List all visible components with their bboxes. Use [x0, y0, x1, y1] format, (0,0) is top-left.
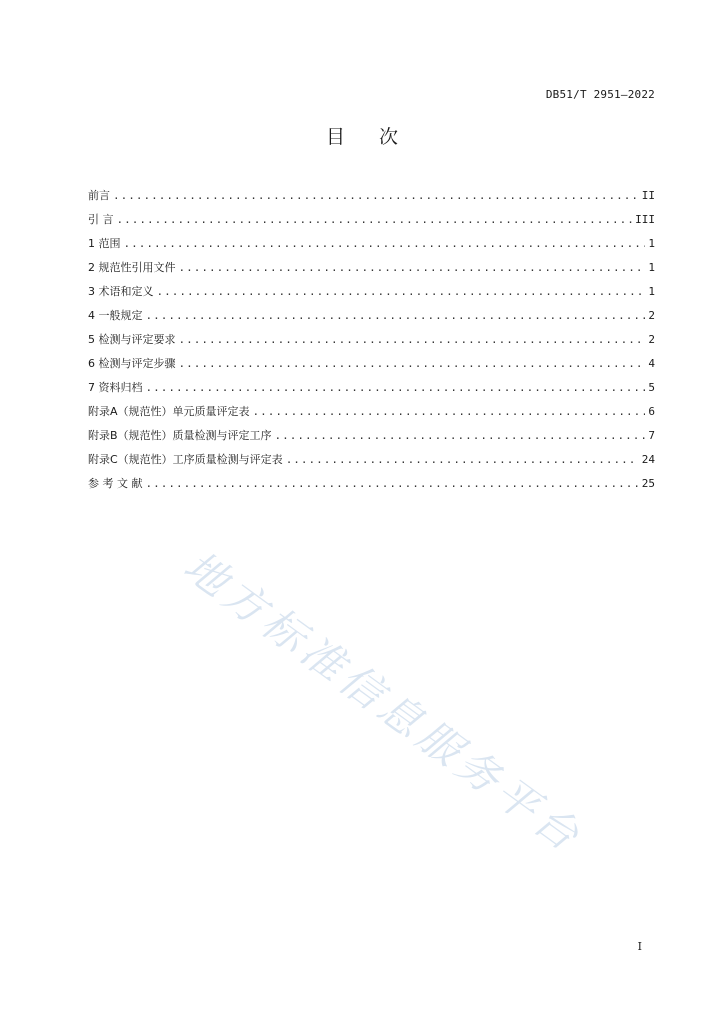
toc-leader-dots [146, 376, 646, 400]
page-title: 目 次 [325, 126, 413, 148]
toc-leader-dots [275, 424, 646, 448]
toc-entry-page: 5 [648, 381, 655, 394]
toc-leader-dots [253, 400, 646, 424]
toc-entry[interactable] [88, 184, 655, 208]
toc-entry-label: 附录A（规范性）单元质量评定表 [88, 405, 250, 418]
toc-entry[interactable] [88, 376, 655, 400]
toc-entry-label: 6 检测与评定步骤 [88, 357, 176, 370]
toc-leader-dots [124, 232, 646, 256]
toc-entry-page: 24 [641, 453, 655, 466]
toc-leader-dots [146, 472, 639, 496]
toc-entry-label: 7 资料归档 [88, 381, 143, 394]
toc-entry-page: III [635, 213, 655, 226]
toc-leader-dots [286, 448, 639, 472]
toc-entry[interactable] [88, 256, 655, 280]
toc-leader-dots [179, 256, 646, 280]
toc-entry-page: 25 [641, 477, 655, 490]
toc-leader-dots [179, 328, 646, 352]
toc-leader-dots [179, 352, 646, 376]
page-number: I [637, 940, 642, 953]
toc-entry-page: 2 [648, 333, 655, 346]
toc-entry-label: 附录B（规范性）质量检测与评定工序 [88, 429, 272, 442]
watermark: 地方标准信息服务平台 [174, 541, 593, 863]
toc-entry[interactable] [88, 328, 655, 352]
toc-entry[interactable] [88, 232, 655, 256]
toc-leader-dots [146, 304, 646, 328]
toc-entry-label: 4 一般规定 [88, 309, 143, 322]
toc-entry[interactable] [88, 472, 655, 496]
toc-entry-page: 1 [648, 237, 655, 250]
toc-entry-label: 2 规范性引用文件 [88, 261, 176, 274]
toc-leader-dots [157, 280, 646, 304]
toc-entry-page: 7 [648, 429, 655, 442]
toc-entry-label: 附录C（规范性）工序质量检测与评定表 [88, 453, 283, 466]
toc-entry[interactable] [88, 280, 655, 304]
document-code: DB51/T 2951—2022 [545, 88, 655, 101]
toc-entry-label: 1 范围 [88, 237, 121, 250]
toc-leader-dots [117, 208, 633, 232]
toc-entry[interactable] [88, 208, 655, 232]
toc-entry-page: 1 [648, 285, 655, 298]
toc-entry[interactable] [88, 424, 655, 448]
toc-entry[interactable] [88, 304, 655, 328]
toc-entry-label: 5 检测与评定要求 [88, 333, 176, 346]
toc-entry-label: 前言 [88, 189, 110, 202]
table-of-contents [88, 184, 655, 496]
toc-entry-label: 3 术语和定义 [88, 285, 154, 298]
toc-entry-label: 引 言 [88, 213, 114, 226]
toc-entry[interactable] [88, 448, 655, 472]
toc-leader-dots [113, 184, 639, 208]
toc-entry-page: II [641, 189, 655, 202]
toc-entry-page: 2 [648, 309, 655, 322]
toc-entry[interactable] [88, 352, 655, 376]
toc-entry-page: 6 [648, 405, 655, 418]
toc-entry-page: 4 [648, 357, 655, 370]
toc-entry-label: 参 考 文 献 [88, 477, 143, 490]
toc-entry-page: 1 [648, 261, 655, 274]
toc-entry[interactable] [88, 400, 655, 424]
